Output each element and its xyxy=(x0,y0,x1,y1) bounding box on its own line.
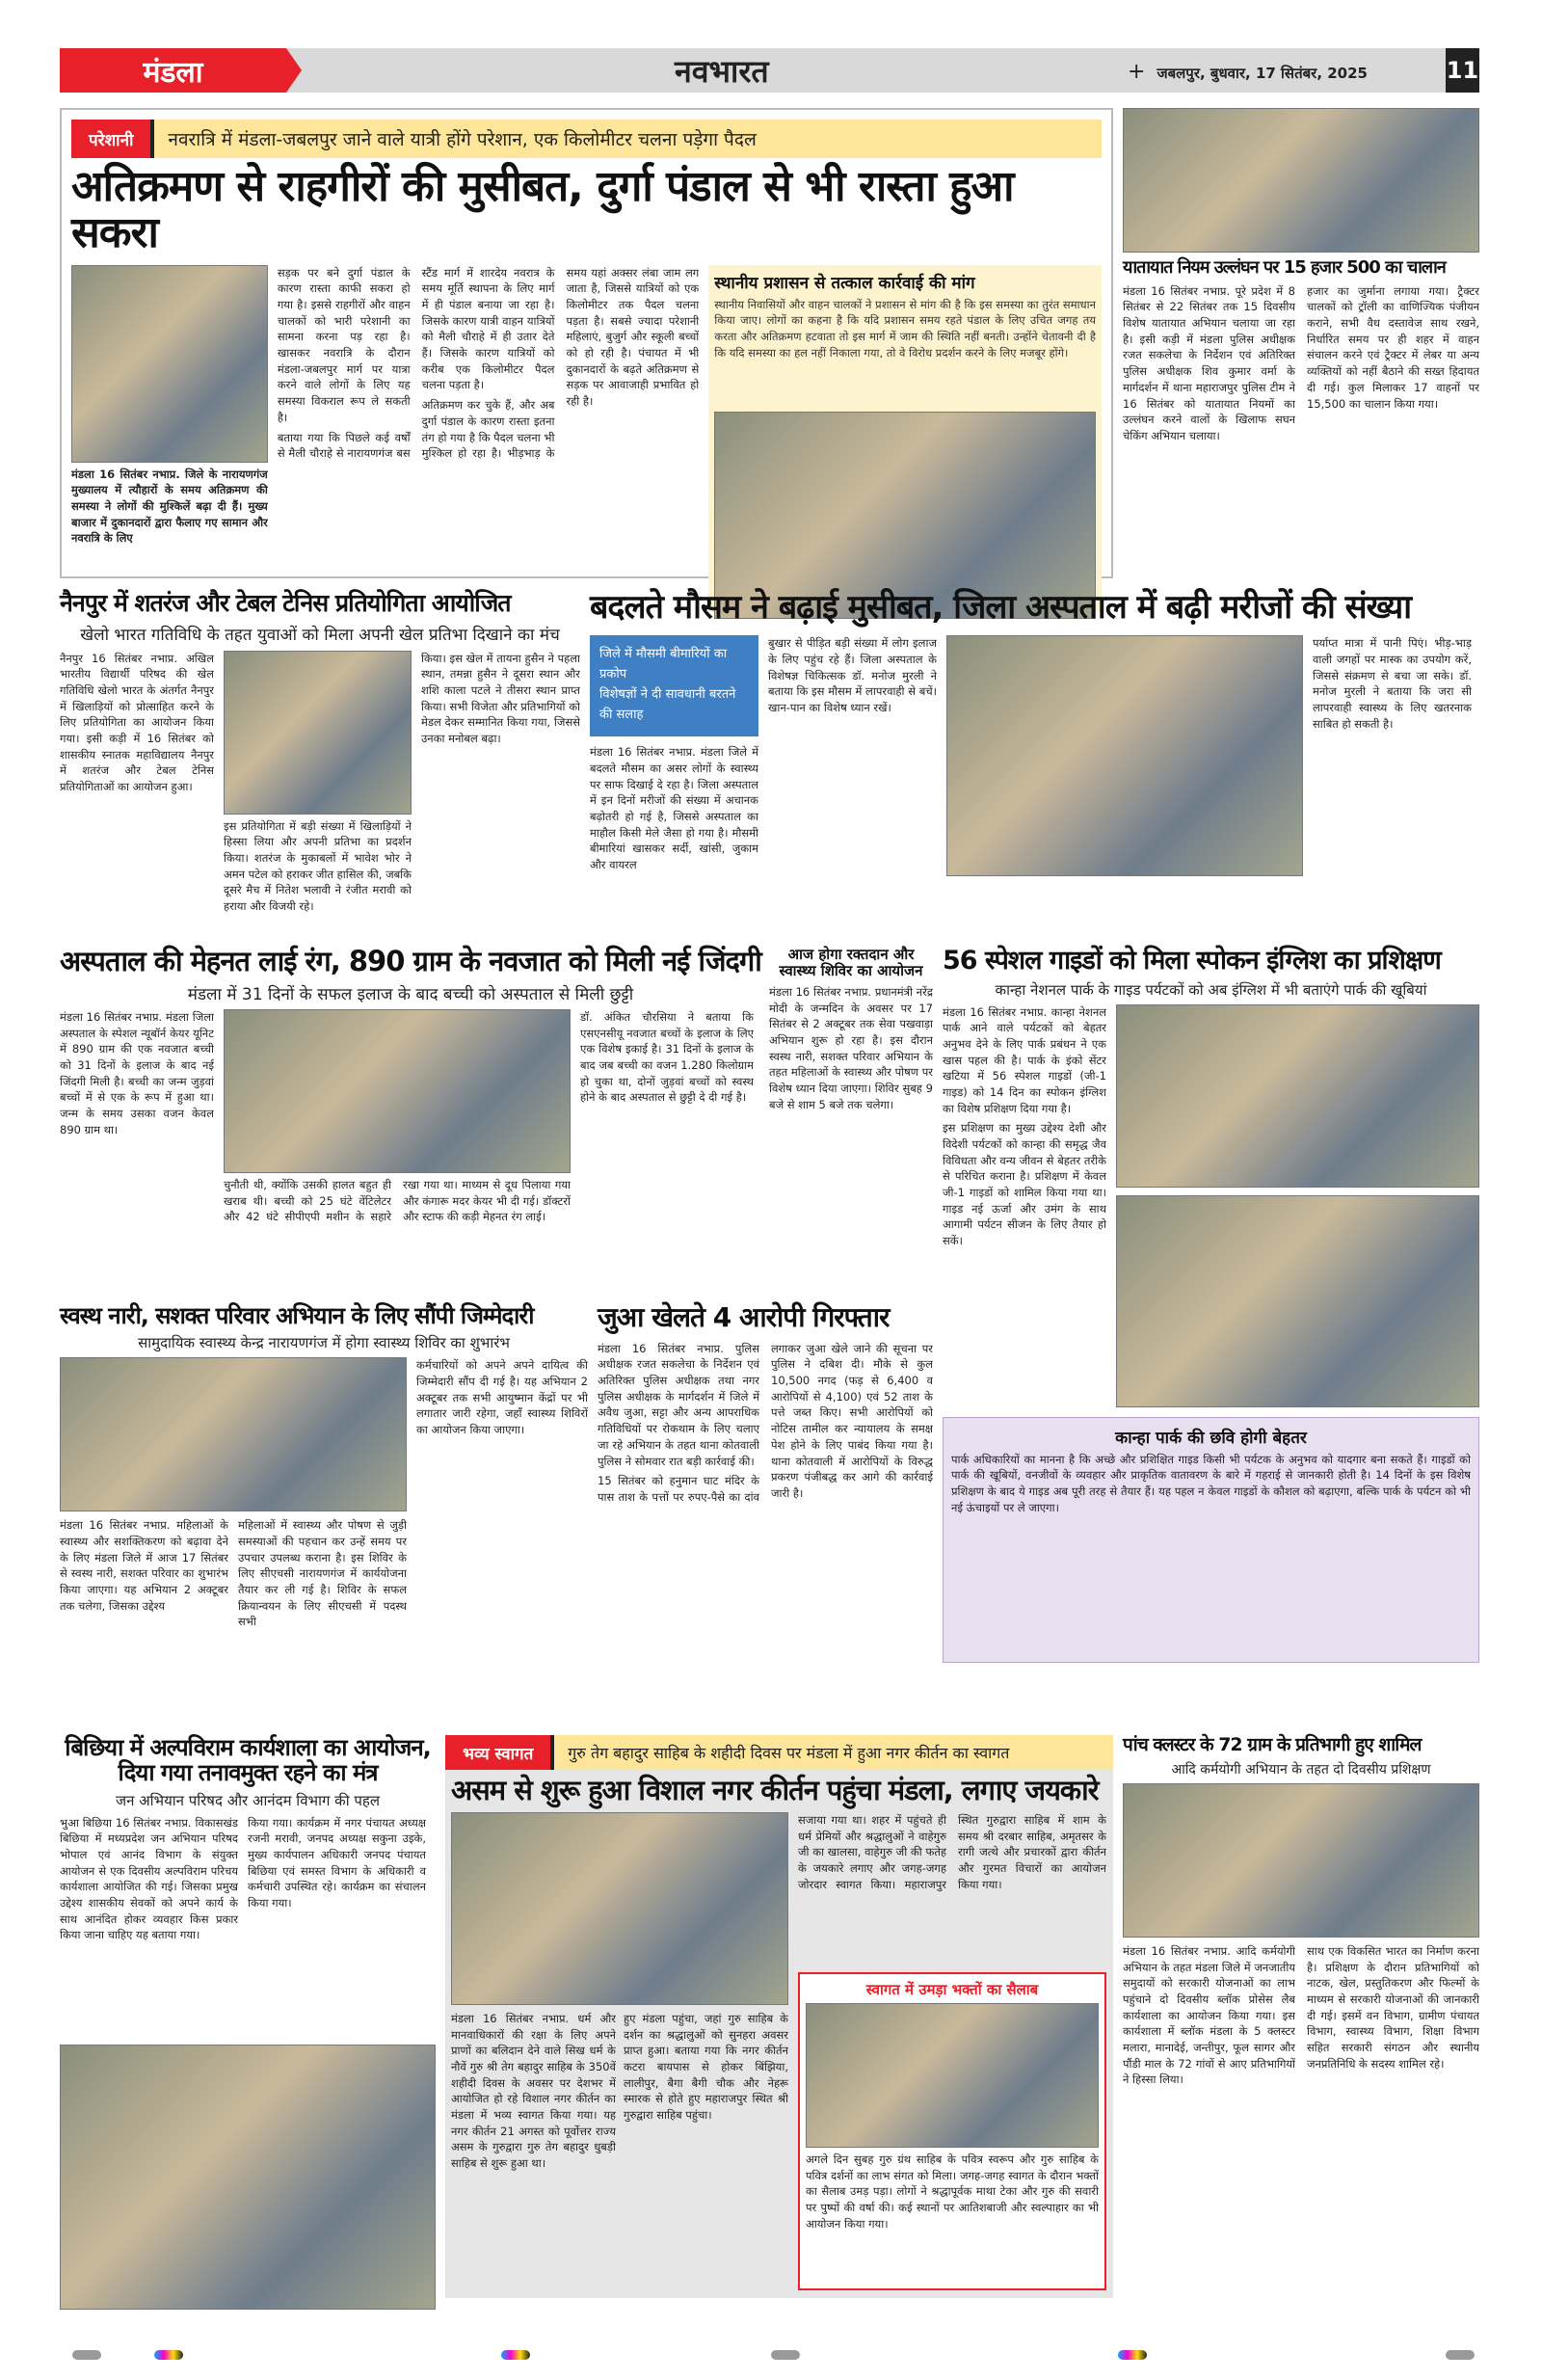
kicker-text: नवरात्रि में मंडला-जबलपुर जाने वाले यात्री होंगे परेशान, एक किलोमीटर चलना पड़ेगा पैदल xyxy=(168,129,757,150)
chess-body-2: इस प्रतियोगिता में बड़ी संख्या में खिलाड़ियों ने हिस्सा लिया और अपनी प्रतिभा का प्रदर्शन किया। शतरंज के मुकाबलों में भावेश भोर ने अमन पटेल को हराकर जीत हासिल की, जबकि दूसरे मैच में नितेश भलावी ने रंजीत मरावी को हराया और विजयी रहे। xyxy=(224,818,412,913)
women-body-1: मंडला 16 सितंबर नभाप्र. महिलाओं के स्वास्थ्य और सशक्तिकरण को बढ़ावा देने के लिए मंडला जिले में आज 17 सितंबर से स्वस्थ नारी, सशक्त परिवार का शुभारंभ किया जाएगा। यह अभियान 2 अक्टूबर तक चलेगा, जिसका उद्देश्य xyxy=(60,1518,228,1613)
kanha-box-headline: कान्हा पार्क की छवि होगी बेहतर xyxy=(1115,1428,1307,1448)
cluster-story xyxy=(1123,1735,1479,2333)
blood-camp-story xyxy=(769,947,933,1294)
women-photo xyxy=(60,1357,407,1511)
print-mark xyxy=(154,2350,183,2360)
kirtan-headline: असम से शुरू हुआ विशाल नगर कीर्तन पहुंचा मंडला, लगाए जयकारे xyxy=(451,1774,1099,1806)
kirtan-body-3: सजाया गया था। शहर में पहुंचते ही धर्म प्रेमियों और श्रद्धालुओं ने वाहेगुरु जी का खालसा, वाहेगुरु जी की फतेह के जयकारे लगाए और जगह-जगह जोरदार स्वागत किया। महाराजपुर स्थित गुरुद्वारा साहिब में शाम के समय श्री दरबार साहिब, अमृतसर के रागी जत्थे और प्रचारकों द्वारा कीर्तन और गुरमत विचारों का आयोजन किया गया। xyxy=(798,1812,1106,1891)
paragraph: हजार का जुर्माना लगाया गया। ट्रैक्टर चालकों को ट्रॉली का वाणिज्यिक पंजीयन कराने, सभी वैध दस्तावेज साथ रखने, निर्धारित समय पर ही शहर में वाहन संचालन करने एवं ट्रैक्टर में लेबर या अन्य व्यक्तियों को नहीं बैठाने की सख्त हिदायत दी गई। कुल मिलाकर 17 वाहनों पर 15,500 का चालान किया गया। xyxy=(1307,283,1479,411)
top-kicker xyxy=(71,120,1102,158)
kirtan-story xyxy=(445,1735,1113,2333)
guides-story xyxy=(943,947,1479,1727)
print-mark xyxy=(501,2350,530,2360)
dateline xyxy=(1128,60,1368,84)
plus-icon: + xyxy=(1128,60,1146,84)
photo-caption: मंडला 16 सितंबर नभाप्र. जिले के नारायणगंज मुख्यालय में त्यौहारों के समय अतिक्रमण की समस्या ने लोगों की मुश्किलें बढ़ा दी हैं। मुख्य बाजार में दुकानदारों द्वारा फैलाए गए सामान और नवरात्रि के लिए xyxy=(71,467,268,546)
paragraph: मंडला 16 सितंबर नभाप्र. पुलिस अधीक्षक रजत सकलेचा के निर्देशन एवं अतिरिक्त पुलिस अधीक्षक तथा नगर पुलिस अधीक्षक के मार्गदर्शन में जिले में अवैध जुआ, सट्टा और अन्य आपराधिक गतिविधियों पर रोकथाम के लिए चलाए जा रहे अभियान के तहत थाना कोतवाली पुलिस ने सोमवार रात बड़ी कार्रवाई की। xyxy=(598,1341,759,1468)
encroachment-photo xyxy=(71,265,268,463)
chess-story xyxy=(60,590,580,937)
box-headline: स्थानीय प्रशासन से तत्काल कार्रवाई की मांग xyxy=(714,273,975,293)
paragraph: मंडला 16 सितंबर नभाप्र. आदि कर्मयोगी अभियान के तहत मंडला जिले में जनजातीय समुदायों को सरकारी योजनाओं का लाभ पहुंचाने दो दिवसीय ब्लॉक प्रोसेस लैब कार्यशाला का आयोजन किया गया। इस कार्यशाला में ब्लॉक मंडला के 5 क्लस्टर मलारा, मानादेई, जन्तीपुर, फूल सागर और पौंडी माल के 72 गांवों से आए प्रतिभागियों ने हिस्सा लिया। xyxy=(1123,1943,1295,2087)
print-mark xyxy=(1118,2350,1147,2360)
paragraph: अतिक्रमण कर चुके हैं, और अब दुर्गा पंडाल के कारण रास्ता इतना तंग हो गया है कि पैदल चलना भी मुश्किल हो रहा है। भीड़भाड़ के समय यहां अक्सर लंबा जाम लग जाता है, जिससे यात्रियों को एक किलोमीटर तक पैदल चलना पड़ता है। सबसे ज्यादा परेशानी महिलाएं, बुजुर्ग और स्कूली बच्चों को हो रही है। पंचायत में भी दुकानदारों के बढ़ते अतिक्रमण से सड़क पर आवाजाही प्रभावित हो रही है। xyxy=(421,265,700,461)
newborn-subheadline: मंडला में 31 दिनों के सफल इलाज के बाद बच्ची को अस्पताल से मिली छुट्टी xyxy=(187,984,634,1004)
newborn-photo xyxy=(224,1009,571,1173)
kirtan-body-2: हुए मंडला पहुंचा, जहां गुरु साहिब के दर्शन का श्रद्धालुओं को सुनहरा अवसर प्राप्त हुआ। बताया गया कि नगर कीर्तन कटरा बायपास से होकर बिंझिया, लालीपुर, बैगा बैगी चौक और नेहरू स्मारक से होते हुए महाराजपुर स्थित श्री गुरुद्वारा साहिब पहुंचा। xyxy=(624,2011,788,2122)
cluster-subheadline: आदि कर्मयोगी अभियान के तहत दो दिवसीय प्रशिक्षण xyxy=(1171,1761,1431,1778)
page-number: 11 xyxy=(1446,48,1479,93)
guides-headline: 56 स्पेशल गाइडों को मिला स्पोकन इंग्लिश का प्रशिक्षण xyxy=(943,946,1441,976)
chess-photo xyxy=(224,651,412,815)
kicker-tag: परेशानी xyxy=(71,120,154,158)
newborn-body-2: चुनौती थी, क्योंकि उसकी हालत बहुत ही खराब थी। बच्ची को 25 घंटे वेंटिलेटर और 42 घंटे सीपीएपी मशीन के सहारे रखा गया था। माध्यम से दूध पिलाया गया और कंगारू मदर केयर भी दी गई। डॉक्टरों और स्टाफ की कड़ी मेहनत रंग लाई। xyxy=(224,1177,571,1224)
gambling-story xyxy=(598,1303,933,1727)
weather-headline: बदलते मौसम ने बढ़ाई मुसीबत, जिला अस्पताल में बढ़ी मरीजों की संख्या xyxy=(590,588,1412,627)
women-body-2: महिलाओं में स्वास्थ्य और पोषण से जुड़ी समस्याओं की पहचान कर उन्हें समय पर उपचार उपलब्ध कराना है। इस शिविर के लिए सीएचसी नारायणगंज में कार्ययोजना तैयार कर ली गई है। शिविर के सफल क्रियान्वयन के लिए सीएचसी में पदस्थ सभी xyxy=(238,1518,407,1629)
hospital-photo xyxy=(946,635,1303,876)
box-line: जिले में मौसमी बीमारियों का प्रकोप xyxy=(599,647,728,682)
procession-photo xyxy=(806,2003,1099,2148)
weather-body-2: बुखार से पीड़ित बड़ी संख्या में लोग इलाज के लिए पहुंच रहे हैं। जिला अस्पताल के विशेषज्ञ चिकित्सक डॉ. मनोज मुरली ने बताया कि इस मौसम में लापरवाही से बचें। खान-पान का विशेष ध्यान रखें। xyxy=(768,636,937,715)
paragraph: इस प्रशिक्षण का मुख्य उद्देश्य देशी और विदेशी पर्यटकों को कान्हा की समृद्ध जैव विविधता और वन्य जीवन से बेहतर तरीके से परिचित कराना है। प्रशिक्षण में केवल जी-1 गाइडों को शामिल किया गया था। गाइड नई ऊर्जा और उमंग के साथ आगामी पर्यटन सीजन के लिए तैयार हो सकें। xyxy=(943,1121,1106,1248)
newborn-story xyxy=(60,947,761,1294)
box-text: स्थानीय निवासियों और वाहन चालकों ने प्रशासन से मांग की है कि इस समस्या का तुरंत समाधान किया जाए। लोगों का कहना है कि यदि प्रशासन समय रहते पंडाल के लिए उचित जगह तय करता और अतिक्रमण हटवाता तो इस मार्ग में जाम की स्थिति नहीं बनती। उन्होंने चेतावनी दी है कि यदि समस्या का हल नहीं निकाला गया, तो वे विरोध प्रदर्शन करने के लिए मजबूर होंगे। xyxy=(714,297,1096,360)
bichhiya-headline: बिछिया में अल्पविराम कार्यशाला का आयोजन, दिया गया तनावमुक्त रहने का मंत्र xyxy=(65,1734,431,1787)
women-headline: स्वस्थ नारी, सशक्त परिवार अभियान के लिए सौंपी जिम्मेदारी xyxy=(60,1302,534,1329)
paragraph: साथ एक विकसित भारत का निर्माण करना है। प्रशिक्षण के दौरान प्रतिभागियों को नाटक, खेल, प्रस्तुतिकरण और फिल्मों के माध्यम से सरकारी योजनाओं की जानकारी दी गई। इसमें वन विभाग, ग्रामीण पंचायत विभाग, स्वास्थ्य विभाग, शिक्षा विभाग सहित सरकारी संगठन और स्थानीय जनप्रतिनिधि के सदस्य शामिल रहे। xyxy=(1307,1943,1479,2071)
chess-headline: नैनपुर में शतरंज और टेबल टेनिस प्रतियोगिता आयोजित xyxy=(60,589,511,617)
traffic-body xyxy=(1123,283,1479,573)
top-story xyxy=(60,108,1113,578)
kanha-box-text: पार्क अधिकारियों का मानना है कि अच्छे और प्रशिक्षित गाइड किसी भी पर्यटक के अनुभव को यादगार बना सकते हैं। गाइडों को पार्क की खूबियों, वनजीवों के व्यवहार और प्राकृतिक वातावरण के बारे में गहराई से जानकारी होती है। 14 दिनों के इस विशेष प्रशिक्षण के बाद ये गाइड अब पूरी तरह से तैयार हैं। यह पहल न केवल गाइडों के कौशल को बढ़ाएगा, बल्कि पार्क के पर्यटन को भी नई ऊंचाइयों पर ले जाएगा। xyxy=(951,1452,1471,1514)
traffic-headline: यातायात नियम उल्लंघन पर 15 हजार 500 का चालान xyxy=(1123,257,1446,278)
bichhiya-subheadline: जन अभियान परिषद और आनंदम विभाग की पहल xyxy=(115,1791,381,1809)
print-mark xyxy=(72,2350,101,2360)
kanha-box xyxy=(943,1417,1479,1663)
welcome-box xyxy=(798,1972,1106,2290)
date-text: जबलपुर, बुधवार, 17 सितंबर, 2025 xyxy=(1156,65,1368,82)
newspaper-brand: नवभारत xyxy=(675,53,769,90)
section-label: मंडला xyxy=(60,48,286,93)
chess-body-3: किया। इस खेल में तायना हुसैन ने पहला स्थान, तमन्ना हुसैन ने दूसरा स्थान और शशि काला पटले ने तीसरा स्थान प्राप्त किया। सभी विजेता और प्रतिभागियों को मेडल देकर सम्मानित किया गया, जिससे उनका मनोबल बढ़ा। xyxy=(421,651,580,745)
kirtan-kicker xyxy=(445,1735,1113,1770)
top-headline: अतिक्रमण से राहगीरों की मुसीबत, दुर्गा पंडाल से भी रास्ता हुआ सकरा xyxy=(71,162,1014,258)
guides-subheadline: कान्हा नेशनल पार्क के गाइड पर्यटकों को अब इंग्लिश में भी बताएंगे पार्क की खूबियां xyxy=(995,980,1427,999)
women-body-3: कर्मचारियों को अपने अपने दायित्व की जिम्मेदारी सौंप दी गई है। यह अभियान 2 अक्टूबर तक सभी आयुष्मान केंद्रों पर भी लगातार जारी रहेगा, जहाँ स्वास्थ्य शिविरों का आयोजन किया जाएगा। xyxy=(416,1358,588,1437)
guides-group-photo xyxy=(1116,1004,1479,1188)
cluster-headline: पांच क्लस्टर के 72 ग्राम के प्रतिभागी हुए शामिल xyxy=(1123,1734,1422,1755)
kicker-text: गुरु तेग बहादुर साहिब के शहीदी दिवस पर मंडला में हुआ नगर कीर्तन का स्वागत xyxy=(568,1744,1010,1762)
women-subheadline: सामुदायिक स्वास्थ्य केन्द्र नारायणगंज में होगा स्वास्थ्य शिविर का शुभारंभ xyxy=(138,1334,510,1352)
kicker-tag: भव्य स्वागत xyxy=(445,1735,554,1770)
paragraph: सड़क पर बने दुर्गा पंडाल के कारण रास्ता काफी सकरा हो गया है। इससे राहगीरों और वाहन चालकों को भारी परेशानी का सामना करना पड़ रहा है। खासकर नवरात्रि के दौरान मंडला-जबलपुर मार्ग पर यात्रा करने वाले लोगों के लिए यह समस्या विकराल रूप ले सकती है। xyxy=(277,265,411,424)
top-body xyxy=(278,265,699,612)
blood-headline: आज होगा रक्तदान और स्वास्थ्य शिविर का आयोजन xyxy=(779,946,923,979)
chess-body-1: नैनपुर 16 सितंबर नभाप्र. अखिल भारतीय विद्यार्थी परिषद की खेल गतिविधि खेलो भारत के अंतर्गत नैनपुर में खिलाड़ियों को प्रोत्साहित करने के लिए प्रतियोगिता का आयोजन किया गया। इसी कड़ी में 16 सितंबर को शासकीय स्नातक महाविद्यालय नैनपुर में शतरंज और टेबल टेनिस प्रतियोगिताओं का आयोजन हुआ। xyxy=(60,651,214,793)
traffic-story xyxy=(1123,108,1479,578)
newborn-headline: अस्पताल की मेहनत लाई रंग, 890 ग्राम के नवजात को मिली नई जिंदगी xyxy=(60,945,761,977)
guides-certificate-photo xyxy=(1116,1195,1479,1407)
paragraph: मंडला 16 सितंबर नभाप्र. पूरे प्रदेश में 8 सितंबर से 22 सितंबर तक 15 दिवसीय विशेष यातायात अभियान चलाया जा रहा है। इसी कड़ी में मंडला पुलिस अधीक्षक रजत सकलेचा के निर्देशन एवं अतिरिक्त पुलिस अधीक्षक शिव कुमार वर्मा के मार्गदर्शन में थाना महाराजपुर पुलिस टीम ने 16 सितंबर को यातायात नियमों का उल्लंघन करने वालों के खिलाफ सघन चेकिंग अभियान चलाया। xyxy=(1123,283,1295,442)
paragraph: 15 सितंबर को हनुमान घाट मंदिर के पास ताश के पत्तों पर रुपए-पैसे का दांव लगाकर जुआ खेले जाने की सूचना पर पुलिस ने दबिश दी। मौके से कुल 10,500 नगद (फड़ से 6,400 व आरोपियों से 4,100) एवं 52 ताश के पत्ते जब्त किए। सभी आरोपियों को नोटिस तामील कर न्यायालय के समक्ष पेश होने के लिए पाबंद किया गया है। थाना कोतवाली में आरोपियों के विरुद्ध प्रकरण पंजीबद्ध कर आगे की कार्रवाई जारी है। xyxy=(598,1341,933,1504)
newborn-body-3: डॉ. अंकित चौरसिया ने बताया कि एसएनसीयू नवजात बच्चों के इलाज के लिए एक विशेष इकाई है। 31 दिनों के इलाज के बाद जब बच्ची का वजन 1.280 किलोग्राम हो चुका था, दोनों जुड़वां बच्चों को स्वस्थ होने के बाद अस्पताल से छुट्टी दे दी गई है। xyxy=(580,1009,754,1105)
training-photo xyxy=(1123,1783,1479,1938)
gambling-headline: जुआ खेलते 4 आरोपी गिरफ्तार xyxy=(598,1301,890,1333)
gambling-body xyxy=(598,1341,933,1707)
kirtan-body-1: मंडला 16 सितंबर नभाप्र. धर्म और मानवाधिकारों की रक्षा के लिए अपने प्राणों का बलिदान देने वाले सिख धर्म के नौवें गुरु श्री तेग बहादुर साहिब के 350वें शहीदी दिवस के अवसर पर देशभर में आयोजित हो रहे विशाल नगर कीर्तन का मंडला में भव्य स्वागत किया गया। यह नगर कीर्तन 21 अगस्त को पूर्वोत्तर राज्य असम के गुरुद्वारा गुरु तेग बहादुर धुबड़ी साहिब से शुरू हुआ था। xyxy=(451,2011,616,2170)
tractor-photo xyxy=(1123,108,1479,253)
kirtan-photo xyxy=(451,1812,788,2005)
weather-body-1: मंडला 16 सितंबर नभाप्र. मंडला जिले में बदलते मौसम का असर लोगों के स्वास्थ्य पर साफ दिखाई दे रहा है। जिला अस्पताल में इन दिनों मरीजों की संख्या में अचानक बढ़ोतरी हो गई है, जिससे अस्पताल का माहौल किसी मेले जैसा हो गया है। मौसमी बीमारियां खासकर सर्दी, खांसी, जुकाम और वायरल xyxy=(590,745,758,872)
welcome-box-text: अगले दिन सुबह गुरु ग्रंथ साहिब के पवित्र स्वरूप और गुरु साहिब के पवित्र दर्शनों का लाभ संगत को मिला। जगह-जगह स्वागत के दौरान भक्तों का सैलाब उमड़ पड़ा। लोगों ने श्रद्धापूर्वक माथा टेका और गुरु की सवारी पर पुष्पों की वर्षा की। कई स्थानों पर आतिशबाजी और स्वल्पाहार का भी आयोजन किया गया। xyxy=(806,2152,1099,2231)
weather-body-3: पर्याप्त मात्रा में पानी पिएं। भीड़-भाड़ वाली जगहों पर मास्क का उपयोग करें, जिससे संक्रमण से बचा जा सके। डॉ. मनोज मुरली ने बताया कि जरा सी लापरवाही स्वास्थ्य के लिए खतरनाक साबित हो सकती है। xyxy=(1313,636,1472,731)
weather-story xyxy=(590,590,1479,937)
paragraph: बताया गया कि पिछले कई वर्षों से मैली चौराहे से नारायणगंज बस स्टैंड मार्ग में शारदेय नवरात्र के समय मूर्ति स्थापना के लिए मार्ग में ही पंडाल बनाया जा रहा है। जिसके कारण यात्री वाहन यात्रियों को मैली चौराहे में ही उतार देते हैं। जिसके कारण यात्रियों को करीब एक किलोमीटर पैदल चलना पड़ता है। xyxy=(277,265,555,461)
bichhiya-story xyxy=(60,1735,436,2333)
chess-subheadline: खेलो भारत गतिविधि के तहत युवाओं को मिला अपनी खेल प्रतिभा दिखाने का मंच xyxy=(80,625,560,645)
weather-info-box xyxy=(590,635,758,736)
bichhiya-body-1: भुआ बिछिया 16 सितंबर नभाप्र. विकासखंड बिछिया में मध्यप्रदेश जन अभियान परिषद भोपाल एवं आनंद विभाग के संयुक्त आयोजन से एक दिवसीय अल्पविराम परिचय कार्यशाला आयोजित की गई। जिसका प्रमुख उद्देश्य शासकीय सेवकों को अपने कार्य के साथ आनंदित होकर व्यवहार किस प्रकार किया जाना चाहिए यह बताया गया। xyxy=(60,1815,238,1942)
print-mark xyxy=(771,2350,800,2360)
workshop-photo xyxy=(60,2045,436,2310)
bichhiya-body-2: किया गया। कार्यक्रम में नगर पंचायत अध्यक्ष रजनी मरावी, जनपद अध्यक्ष सकुना उइके, मुख्य कार्यपालन अधिकारी जनपद पंचायत बिछिया एवं समस्त विभाग के अधिकारी व कर्मचारी उपस्थित रहे। कार्यक्रम का संचालन किया गया। xyxy=(248,1815,426,1911)
newborn-body-1: मंडला 16 सितंबर नभाप्र. मंडला जिला अस्पताल के स्पेशल न्यूबॉर्न केयर यूनिट में 890 ग्राम की एक नवजात बच्ची को 31 दिनों के इलाज के बाद नई जिंदगी मिली है। बच्ची का जन्म जुड़वां बच्चों में से एक के रूप में हुआ था। जन्म के समय उसका वजन केवल 890 ग्राम था। xyxy=(60,1009,214,1137)
paragraph: मंडला 16 सितंबर नभाप्र. कान्हा नेशनल पार्क आने वाले पर्यटकों को बेहतर अनुभव देने के लिए पार्क प्रबंधन ने एक खास पहल की है। पार्क के इंको सेंटर खटिया में 56 स्पेशल गाइडों (जी-1 गाइड) को 14 दिन का स्पोकन इंग्लिश का विशेष प्रशिक्षण दिया गया है। xyxy=(943,1004,1106,1115)
blood-body: मंडला 16 सितंबर नभाप्र. प्रधानमंत्री नरेंद्र मोदी के जन्मदिन के अवसर पर 17 सितंबर से 2 अक्टूबर तक सेवा पखवाड़ा अभियान शुरू हो रहा है। इस दौरान स्वस्थ नारी, सशक्त परिवार अभियान के तहत महिलाओं के स्वास्थ्य और पोषण पर विशेष ध्यान दिया जाएगा। शिविर सुबह 9 बजे से शाम 5 बजे तक चलेगा। xyxy=(769,985,933,1111)
welcome-box-headline: स्वागत में उमड़ा भक्तों का सैलाब xyxy=(865,1980,1039,1998)
cluster-body xyxy=(1123,1943,1479,2310)
women-health-story xyxy=(60,1303,588,1727)
print-mark xyxy=(1446,2350,1475,2360)
box-line: विशेषज्ञों ने दी सावधानी बरतने की सलाह xyxy=(599,686,736,722)
guides-body xyxy=(943,1004,1106,1409)
